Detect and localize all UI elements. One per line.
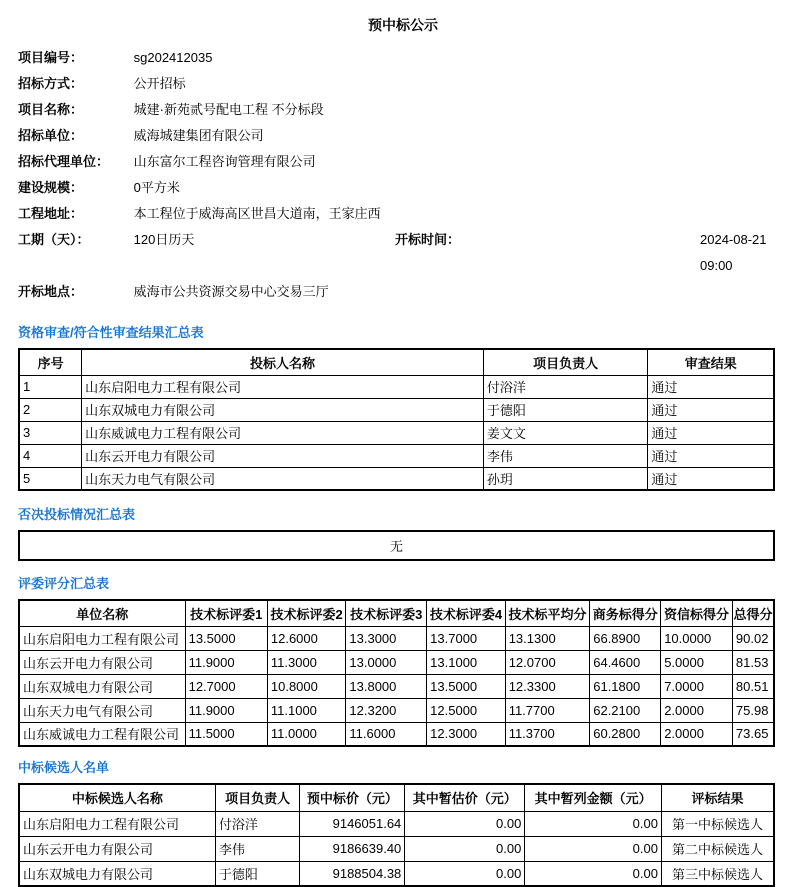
table-cell: 11.5000	[185, 722, 267, 746]
field-row-project-name	[18, 97, 788, 123]
field-row-project-no	[18, 45, 788, 71]
column-header: 审查结果	[648, 349, 774, 375]
table-cell: 山东双城电力有限公司	[82, 398, 484, 421]
table-row	[19, 398, 774, 421]
table-header-row	[19, 349, 774, 375]
table-cell: 9188504.38	[300, 861, 405, 886]
table-cell: 第二中标候选人	[661, 836, 774, 861]
column-header: 技术标评委1	[185, 600, 267, 626]
field-label: 工期（天）：	[18, 232, 90, 247]
table-cell: 山东威诚电力工程有限公司	[82, 421, 484, 444]
table-cell: 11.0000	[267, 722, 346, 746]
table-cell: 孙玥	[483, 467, 648, 490]
column-header: 技术标评委3	[346, 600, 427, 626]
field-row-open-place	[18, 279, 788, 305]
open-clock: 09:00	[700, 258, 733, 273]
field-value: sg202412035	[133, 50, 213, 65]
field-label: 招标方式：	[18, 76, 84, 91]
table-cell: 66.8900	[590, 626, 661, 650]
table-cell: 0.00	[405, 861, 525, 886]
table-cell: 0.00	[525, 836, 662, 861]
table-row	[19, 531, 774, 560]
table-header-row	[19, 600, 774, 626]
column-header: 单位名称	[19, 600, 185, 626]
table-cell: 60.2800	[590, 722, 661, 746]
table-cell: 10.0000	[661, 626, 733, 650]
table-cell: 11.1000	[267, 698, 346, 722]
table-cell: 75.98	[732, 698, 774, 722]
open-time-label: 开标时间：	[395, 232, 461, 247]
field-value: 威海城建集团有限公司	[133, 128, 264, 143]
column-header: 预中标价（元）	[300, 784, 405, 811]
column-header: 其中暂列金额（元）	[525, 784, 662, 811]
column-header: 商务标得分	[590, 600, 661, 626]
table-cell: 山东天力电气有限公司	[82, 467, 484, 490]
column-header: 资信标得分	[661, 600, 733, 626]
table-cell: 通过	[648, 467, 774, 490]
table-cell: 李伟	[215, 836, 300, 861]
column-header: 其中暂估价（元）	[405, 784, 525, 811]
table-cell: 付浴洋	[483, 375, 648, 398]
table-cell: 2.0000	[661, 698, 733, 722]
table-cell: 90.02	[732, 626, 774, 650]
table-cell: 62.2100	[590, 698, 661, 722]
field-value: 山东富尔工程咨询管理有限公司	[133, 154, 316, 169]
table-cell: 0.00	[525, 861, 662, 886]
table-cell: 10.8000	[267, 674, 346, 698]
table-row	[19, 467, 774, 490]
table-cell: 山东双城电力有限公司	[19, 861, 215, 886]
table-cell: 无	[19, 531, 774, 560]
page-title: 预中标公示	[368, 17, 438, 33]
table-cell: 山东启阳电力工程有限公司	[82, 375, 484, 398]
table-cell: 11.3000	[267, 650, 346, 674]
table-cell: 81.53	[732, 650, 774, 674]
section-title-scores: 评委评分汇总表	[18, 576, 110, 591]
table-cell: 12.3200	[346, 698, 427, 722]
table-row	[19, 836, 774, 861]
table-cell: 李伟	[483, 444, 648, 467]
table-cell: 13.0000	[346, 650, 427, 674]
table-cell: 11.9000	[185, 650, 267, 674]
field-value: 公开招标	[133, 76, 186, 91]
table-row	[19, 861, 774, 886]
table-row	[19, 698, 774, 722]
table-row	[19, 674, 774, 698]
table-row	[19, 626, 774, 650]
table-cell: 山东威诚电力工程有限公司	[19, 722, 185, 746]
column-header: 项目负责人	[215, 784, 300, 811]
table-cell: 通过	[648, 421, 774, 444]
table-cell: 0.00	[405, 811, 525, 836]
field-label: 招标代理单位：	[18, 154, 110, 169]
table-cell: 13.1300	[505, 626, 590, 650]
column-header: 项目负责人	[483, 349, 648, 375]
table-cell: 13.5000	[427, 674, 506, 698]
table-cell: 11.3700	[505, 722, 590, 746]
field-row-duration-opentime	[18, 227, 788, 279]
table-row	[19, 650, 774, 674]
table-cell: 11.9000	[185, 698, 267, 722]
field-label: 开标地点：	[18, 284, 84, 299]
column-header: 中标候选人名称	[19, 784, 215, 811]
field-row-address	[18, 201, 788, 227]
field-label: 建设规模：	[18, 180, 84, 195]
table-cell: 12.6000	[267, 626, 346, 650]
table-cell: 山东启阳电力工程有限公司	[19, 811, 215, 836]
column-header: 投标人名称	[82, 349, 484, 375]
table-cell: 第三中标候选人	[661, 861, 774, 886]
table-cell: 12.3300	[505, 674, 590, 698]
judge-scores-table	[18, 599, 775, 747]
field-list	[18, 45, 788, 305]
table-cell: 山东天力电气有限公司	[19, 698, 185, 722]
table-cell: 9186639.40	[300, 836, 405, 861]
table-cell: 通过	[648, 375, 774, 398]
qualification-review-table	[18, 348, 775, 491]
column-header: 评标结果	[661, 784, 774, 811]
table-cell: 13.7000	[427, 626, 506, 650]
table-cell: 第一中标候选人	[661, 811, 774, 836]
field-row-agency	[18, 149, 788, 175]
table-cell: 姜文文	[483, 421, 648, 444]
section-title-rejection: 否决投标情况汇总表	[18, 507, 136, 522]
table-cell: 4	[19, 444, 82, 467]
column-header: 技术标评委4	[427, 600, 506, 626]
column-header: 技术标评委2	[267, 600, 346, 626]
table-cell: 12.0700	[505, 650, 590, 674]
table-row	[19, 375, 774, 398]
table-cell: 山东云开电力有限公司	[19, 650, 185, 674]
rejected-bids-table	[18, 530, 775, 561]
field-value: 120日历天	[133, 232, 195, 247]
table-cell: 山东云开电力有限公司	[19, 836, 215, 861]
column-header: 技术标平均分	[505, 600, 590, 626]
field-value: 威海市公共资源交易中心交易三厅	[133, 284, 329, 299]
column-header: 总得分	[732, 600, 774, 626]
winning-candidates-table	[18, 783, 775, 887]
table-cell: 64.4600	[590, 650, 661, 674]
field-value: 0平方米	[133, 180, 180, 195]
table-cell: 山东双城电力有限公司	[19, 674, 185, 698]
table-cell: 5	[19, 467, 82, 490]
column-header: 序号	[19, 349, 82, 375]
table-cell: 5.0000	[661, 650, 733, 674]
table-cell: 13.3000	[346, 626, 427, 650]
field-label: 项目编号：	[18, 50, 84, 65]
table-cell: 山东启阳电力工程有限公司	[19, 626, 185, 650]
section-title-qualification: 资格审查/符合性审查结果汇总表	[18, 325, 204, 340]
table-cell: 9146051.64	[300, 811, 405, 836]
field-value: 本工程位于威海高区世昌大道南，王家庄西	[133, 206, 381, 221]
table-cell: 1	[19, 375, 82, 398]
table-cell: 于德阳	[215, 861, 300, 886]
field-row-bid-method	[18, 71, 788, 97]
table-cell: 0.00	[525, 811, 662, 836]
table-cell: 2.0000	[661, 722, 733, 746]
section-title-candidates: 中标候选人名单	[18, 760, 110, 775]
field-value: 城建·新苑贰号配电工程 不分标段	[133, 102, 324, 117]
table-cell: 13.5000	[185, 626, 267, 650]
table-cell: 12.7000	[185, 674, 267, 698]
table-row	[19, 722, 774, 746]
field-label: 工程地址：	[18, 206, 84, 221]
field-row-tenderer	[18, 123, 788, 149]
field-row-scale	[18, 175, 788, 201]
table-row	[19, 444, 774, 467]
open-date: 2024-08-21	[700, 232, 767, 247]
table-cell: 73.65	[732, 722, 774, 746]
table-cell: 61.1800	[590, 674, 661, 698]
table-cell: 通过	[648, 398, 774, 421]
table-cell: 通过	[648, 444, 774, 467]
field-label: 招标单位：	[18, 128, 84, 143]
table-cell: 11.7700	[505, 698, 590, 722]
table-cell: 于德阳	[483, 398, 648, 421]
field-label: 项目名称：	[18, 102, 84, 117]
open-time-value	[700, 227, 767, 279]
table-cell: 11.6000	[346, 722, 427, 746]
table-cell: 山东云开电力有限公司	[82, 444, 484, 467]
table-cell: 12.3000	[427, 722, 506, 746]
table-cell: 0.00	[405, 836, 525, 861]
table-cell: 付浴洋	[215, 811, 300, 836]
table-cell: 2	[19, 398, 82, 421]
announcement-page	[0, 16, 806, 887]
table-cell: 3	[19, 421, 82, 444]
table-row	[19, 811, 774, 836]
table-cell: 7.0000	[661, 674, 733, 698]
table-cell: 13.8000	[346, 674, 427, 698]
table-cell: 12.5000	[427, 698, 506, 722]
table-row	[19, 421, 774, 444]
table-header-row	[19, 784, 774, 811]
table-cell: 13.1000	[427, 650, 506, 674]
table-cell: 80.51	[732, 674, 774, 698]
